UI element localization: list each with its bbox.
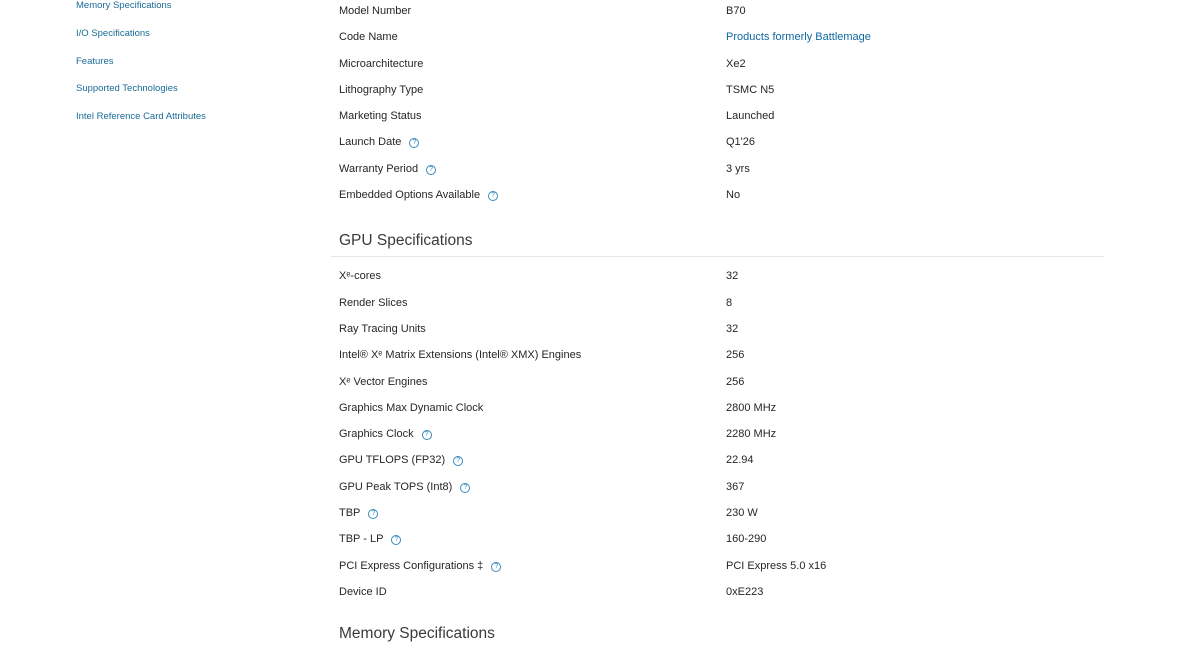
spec-label xyxy=(339,369,427,395)
spec-label-text: TBP xyxy=(339,507,361,520)
spec-value: Xe2 xyxy=(726,57,746,70)
spec-row xyxy=(339,129,1104,155)
spec-label xyxy=(339,0,411,24)
spec-value: 2800 MHz xyxy=(726,401,777,414)
spec-value: 0xE223 xyxy=(726,585,764,598)
spec-label-text: Graphics Clock xyxy=(339,428,414,441)
spec-row xyxy=(339,103,1104,129)
spec-value: Q1'26 xyxy=(726,136,756,149)
spec-label xyxy=(339,421,432,447)
spec-label xyxy=(339,156,436,182)
spec-label xyxy=(339,51,423,77)
spec-row xyxy=(339,51,1104,77)
spec-label-text: GPU TFLOPS (FP32) xyxy=(339,454,446,467)
spec-value: 22.94 xyxy=(726,454,754,467)
help-icon[interactable]: ? xyxy=(409,138,419,148)
spec-value: 230 W xyxy=(726,507,758,520)
help-icon[interactable]: ? xyxy=(391,535,401,545)
spec-label-text: Launch Date xyxy=(339,136,402,149)
spec-row xyxy=(339,77,1104,103)
spec-value: TSMC N5 xyxy=(726,83,775,96)
spec-label-text: TBP - LP xyxy=(339,533,384,546)
spec-label-text: GPU Peak TOPS (Int8) xyxy=(339,480,453,493)
spec-label xyxy=(339,526,401,552)
spec-label xyxy=(339,263,381,289)
sidebar-item-features[interactable]: Features xyxy=(76,56,114,67)
spec-row xyxy=(339,447,1104,473)
spec-row xyxy=(339,553,1104,579)
spec-content xyxy=(339,0,1104,649)
spec-row xyxy=(339,24,1104,50)
spec-label-text: PCI Express Configurations ‡ xyxy=(339,559,484,572)
spec-label xyxy=(339,290,407,316)
spec-label xyxy=(339,395,483,421)
spec-value: B70 xyxy=(726,5,746,17)
spec-label-text: Render Slices xyxy=(339,296,408,309)
spec-label xyxy=(339,103,422,129)
spec-row xyxy=(339,182,1104,208)
spec-value: 32 xyxy=(726,270,739,283)
help-icon[interactable]: ? xyxy=(368,509,378,519)
spec-row xyxy=(339,263,1104,289)
sidebar-item-io-specifications[interactable]: I/O Specifications xyxy=(76,28,150,39)
spec-label-text: Intel® Xᵉ Matrix Extensions (Intel® XMX) Engines xyxy=(339,349,582,362)
spec-label-text: Model Number xyxy=(339,5,412,17)
help-icon[interactable]: ? xyxy=(426,165,436,175)
spec-row xyxy=(339,290,1104,316)
gpu-specifications-heading: GPU Specifications xyxy=(331,226,1104,257)
spec-value: PCI Express 5.0 x16 xyxy=(726,559,827,572)
spec-value: 2280 MHz xyxy=(726,428,777,441)
spec-label xyxy=(339,77,423,103)
spec-row xyxy=(339,395,1104,421)
spec-label xyxy=(339,24,398,50)
gpu-specifications-table xyxy=(339,263,1104,605)
spec-row xyxy=(339,342,1104,368)
spec-row xyxy=(339,369,1104,395)
help-icon[interactable]: ? xyxy=(422,430,432,440)
spec-row xyxy=(339,474,1104,500)
spec-label xyxy=(339,553,501,579)
spec-value: 367 xyxy=(726,480,745,493)
spec-label-text: Graphics Max Dynamic Clock xyxy=(339,401,484,414)
sidebar-item-reference-card-attributes[interactable]: Intel Reference Card Attributes xyxy=(76,111,206,122)
spec-label-text: Device ID xyxy=(339,585,387,598)
sidebar-item-memory-specifications[interactable]: Memory Specifications xyxy=(76,0,172,11)
spec-row xyxy=(339,579,1104,605)
spec-label-text: Code Name xyxy=(339,31,398,44)
spec-row xyxy=(339,421,1104,447)
spec-value: 32 xyxy=(726,322,739,335)
spec-value: 3 yrs xyxy=(726,162,750,175)
spec-label xyxy=(339,474,470,500)
spec-row xyxy=(339,156,1104,182)
spec-label-text: Xᵉ-cores xyxy=(339,270,381,283)
spec-row xyxy=(339,526,1104,552)
spec-row xyxy=(339,316,1104,342)
spec-label xyxy=(339,447,463,473)
sidebar-item-supported-technologies[interactable]: Supported Technologies xyxy=(76,83,178,94)
spec-label xyxy=(339,316,426,342)
spec-label xyxy=(339,342,581,368)
essentials-table xyxy=(339,0,1104,208)
spec-label-text: Ray Tracing Units xyxy=(339,322,426,335)
spec-label xyxy=(339,500,378,526)
spec-label-text: Lithography Type xyxy=(339,83,424,96)
spec-label-text: Xᵉ Vector Engines xyxy=(339,375,428,388)
spec-value: No xyxy=(726,189,741,202)
help-icon[interactable]: ? xyxy=(488,191,498,201)
spec-label-text: Warranty Period xyxy=(339,162,419,175)
help-icon[interactable]: ? xyxy=(453,456,463,466)
spec-row xyxy=(339,500,1104,526)
help-icon[interactable]: ? xyxy=(460,483,470,493)
spec-label xyxy=(339,579,387,605)
spec-row xyxy=(339,0,1104,24)
spec-value: 8 xyxy=(726,296,733,309)
spec-label-text: Microarchitecture xyxy=(339,57,424,70)
spec-value-link[interactable]: Products formerly Battlemage xyxy=(726,31,871,44)
spec-label-text: Embedded Options Available xyxy=(339,189,481,202)
spec-value: 160-290 xyxy=(726,533,767,546)
spec-label xyxy=(339,182,498,208)
help-icon[interactable]: ? xyxy=(491,562,501,572)
memory-specifications-heading: Memory Specifications xyxy=(339,625,495,643)
spec-value: 256 xyxy=(726,349,745,362)
spec-value: Launched xyxy=(726,110,775,123)
spec-value: 256 xyxy=(726,375,745,388)
spec-label xyxy=(339,129,419,155)
spec-label-text: Marketing Status xyxy=(339,110,422,123)
